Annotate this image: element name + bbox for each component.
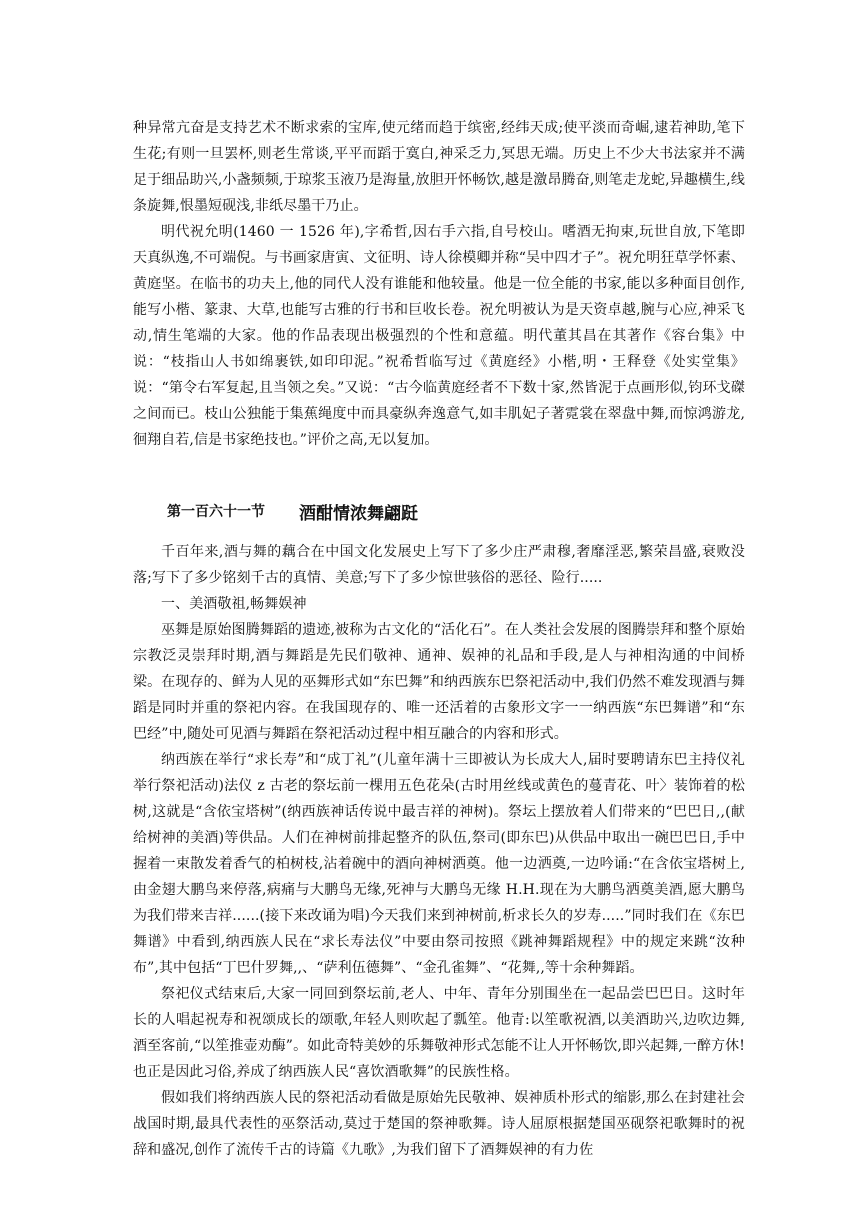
- paragraph-naxi-ritual: 纳西族在举行“求长寿”和“成丁礼”(儿童年满十三即被认为长成大人,届时要聘请东巴主持仪礼举行祭祀活动)法仪 z 古老的祭坛前一棵用五色花朵(古时用丝线或黄色的蔓青花、叶〉装饰着的松树,这就是“含依宝塔树”(纳西族神话传说中最吉祥的神树)。祭坛上摆放着人们带来的“巴巴日,,(献给树神的美酒)等供品。人们在神树前排起整齐的队伍,祭司(即东巴)从供品中取出一碗巴巴日,手中握着一束散发着香气的柏树枝,沾着碗中的酒向神树洒奠。他一边洒奠,一边吟诵:“在含依宝塔树上,由金翅大鹏鸟来停落,病痛与大鹏鸟无缘,死神与大鹏鸟无缘 H.H.现在为大鹏鸟洒奠美酒,愿大鹏鸟为我们带来吉祥......(接下来改诵为唱)今天我们来到神树前,析求长久的岁寿.....”同时我们在《东巴舞谱》中看到,纳西族人民在“求长寿法仪”中要由祭司按照《跳神舞蹈规程》中的规定来跳“汝种布”,其中包括“丁巴什罗舞,,、“萨利伍德舞”、“金孔雀舞”、“花舞,,等十余种舞蹈。: [133, 752, 745, 976]
- paragraph-zhu-yunming: 明代祝允明(1460 一 1526 年),字希哲,因右手六指,自号校山。嗜酒无拘束,玩世自放,下笔即天真纵逸,不可端倪。与书画家唐寅、文征明、诗人徐模卿并称“吴中四才子”。祝允明狂草学怀素、黄庭坚。在临书的功夫上,他的同代人没有谁能和他较量。他是一位全能的书家,能以多种面目创作,能写小楷、篆隶、大草,也能写古雅的行书和巨收长卷。祝允明被认为是天资卓越,腕与心应,神采飞动,情生笔端的大家。他的作品表现出极强烈的个性和意蕴。明代董其昌在其著作《容台集》中说：“枝指山人书如绵裹铁,如印印泥。”祝希哲临写过《黄庭经》小楷,明・王释登《处实堂集》说：“第令右军复起,且当领之矣。”又说：“古今临黄庭经者不下数十家,然皆泥于点画形似,钧环戈磔之间而已。枝山公独能于集蕉绳度中而具豪纵奔逸意气,如丰肌妃子著霓裳在翠盘中舞,而惊鸿游龙,徊翔自若,信是书家绝技也。”评价之高,无以复加。: [133, 224, 745, 448]
- section-heading: [133, 497, 745, 525]
- paragraph-book-wine-passion: 种异常亢奋是支持艺术不断求索的宝库,使元绪而趋于缤密,经纬天成;使平淡而奇崛,逮若神助,笔下生花;有则一旦罢杯,则老生常谈,平平而蹈于寞白,神采乏力,冥思无端。历史上不少大书法家并不满足于细品助兴,小盏频频,于琼浆玉液乃是海量,放胆开怀畅饮,越是激昂腾奋,则笔走龙蛇,异趣横生,线条旋舞,恨墨短砚浅,非纸尽墨干乃止。: [133, 120, 745, 214]
- document-page: [133, 115, 745, 1163]
- paragraph-wu-dance: 巫舞是原始图腾舞蹈的遗迹,被称为古文化的“活化石”。在人类社会发展的图腾崇拜和整个原始宗教泛灵崇拜时期,酒与舞蹈是先民们敬神、通神、娱神的礼品和手段,是人与神相沟通的中间桥梁。在现存的、鲜为人见的巫舞形式如“东巴舞”和纳西族东巴祭祀活动中,我们仍然不难发现酒与舞蹈是同时并重的祭祀内容。在我国现存的、唯一还活着的古象形文字一一纳西族“东巴舞谱”和“东巴经”中,随处可见酒与舞蹈在祭祀活动过程中相互融合的内容和形式。: [133, 622, 745, 742]
- paragraph-after-ceremony: 祭祀仪式结束后,大家一同回到祭坛前,老人、中年、青年分别围坐在一起品尝巴巴日。这时年长的人唱起祝寿和祝颂成长的颂歌,年轻人则吹起了瓢笙。他青:以笙歌祝酒,以美酒助兴,边吹边舞,酒至客前,“以笙推壶劝酶”。如此奇特美妙的乐舞敬神形式怎能不让人开怀畅饮,即兴起舞,一醉方休!也正是因此习俗,养成了纳西族人民“喜饮酒歌舞”的民族性格。: [133, 986, 745, 1080]
- section-intro: 千百年来,酒与舞的藕合在中国文化发展史上写下了多少庄严肃穆,奢靡淫恶,繁荣昌盛,衰败没落;写下了多少铭刻千古的真情、美意;写下了多少惊世骇俗的恶径、险行.....: [133, 544, 745, 586]
- section-number: 第一百六十一节: [167, 504, 265, 520]
- paragraph-chu-ritual: 假如我们将纳西族人民的祭祀活动看做是原始先民敬神、娱神质朴形式的缩影,那么在封建社会战国时期,最具代表性的巫祭活动,莫过于楚国的祭神歌舞。诗人屈原根据楚国巫砚祭祀歌舞时的祝辞和盛况,创作了流传千古的诗篇《九歌》,为我们留下了酒舞娱神的有力佐: [133, 1090, 745, 1158]
- section-title: 酒酣情浓舞翩跹: [299, 503, 418, 524]
- subsection-heading: 一、美酒敬祖,畅舞娱神: [161, 596, 307, 612]
